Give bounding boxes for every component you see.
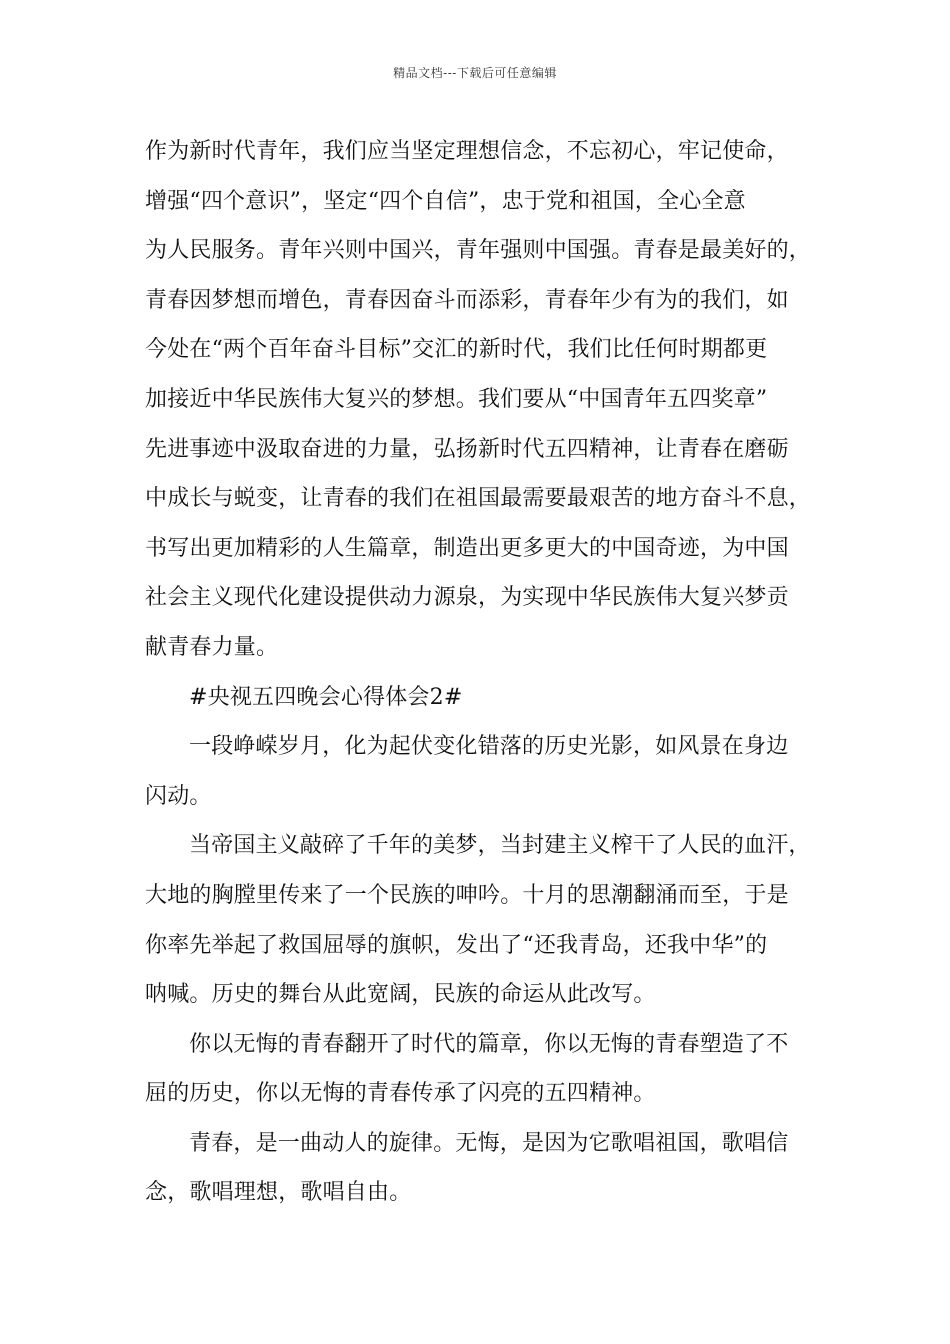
text-line: 呐喊。历史的舞台从此宽阔，民族的命运从此改写。 [145,982,656,1008]
text-line: 念，歌唱理想，歌唱自由。 [145,1180,412,1206]
text-line: 今处在“两个百年奋斗目标”交汇的新时代，我们比任何时期都更 [145,337,768,363]
page-header: 精品文档---下载后可任意编辑 [393,66,557,80]
text-line: 书写出更加精彩的人生篇章，制造出更多更大的中国奇迹，为中国 [145,535,789,561]
text-line: 社会主义现代化建设提供动力源泉，为实现中华民族伟大复兴梦贡 [145,585,789,611]
text-line: 当帝国主义敲碎了千年的美梦，当封建主义榨干了人民的血汗， [189,833,811,859]
text-line: 闪动。 [145,783,212,809]
text-line: 增强“四个意识”，坚定“四个自信”，忠于党和祖国，全心全意 [145,188,746,214]
text-line: 你率先举起了救国屈辱的旗帜，发出了“还我青岛，还我中华”的 [145,932,768,958]
text-line: 屈的历史，你以无悔的青春传承了闪亮的五四精神。 [145,1081,656,1107]
text-line: 青春，是一曲动人的旋律。无悔，是因为它歌唱祖国，歌唱信 [189,1130,789,1156]
text-line: 作为新时代青年，我们应当坚定理想信念，不忘初心，牢记使命， [145,139,789,164]
text-line: 加接近中华民族伟大复兴的梦想。我们要从“中国青年五四奖章” [145,386,768,412]
text-line: 献青春力量。 [145,634,279,660]
text-line: 先进事迹中汲取奋进的力量，弘扬新时代五四精神，让青春在磨砺 [145,436,789,462]
section-heading: #央视五四晚会心得体会2# [189,684,463,710]
text-line: 一段峥嵘岁月，化为起伏变化错落的历史光影，如风景在身边 [189,734,789,760]
text-line: 青春因梦想而增色，青春因奋斗而添彩，青春年少有为的我们，如 [145,287,789,313]
text-line: 你以无悔的青春翻开了时代的篇章，你以无悔的青春塑造了不 [189,1031,789,1057]
text-line: 中成长与蜕变，让青春的我们在祖国最需要最艰苦的地方奋斗不息， [145,486,812,512]
text-line: 大地的胸膛里传来了一个民族的呻吟。十月的思潮翻涌而至，于是 [145,882,789,908]
text-line: 为人民服务。青年兴则中国兴，青年强则中国强。青春是最美好的， [145,238,812,264]
document-body [145,127,825,1218]
